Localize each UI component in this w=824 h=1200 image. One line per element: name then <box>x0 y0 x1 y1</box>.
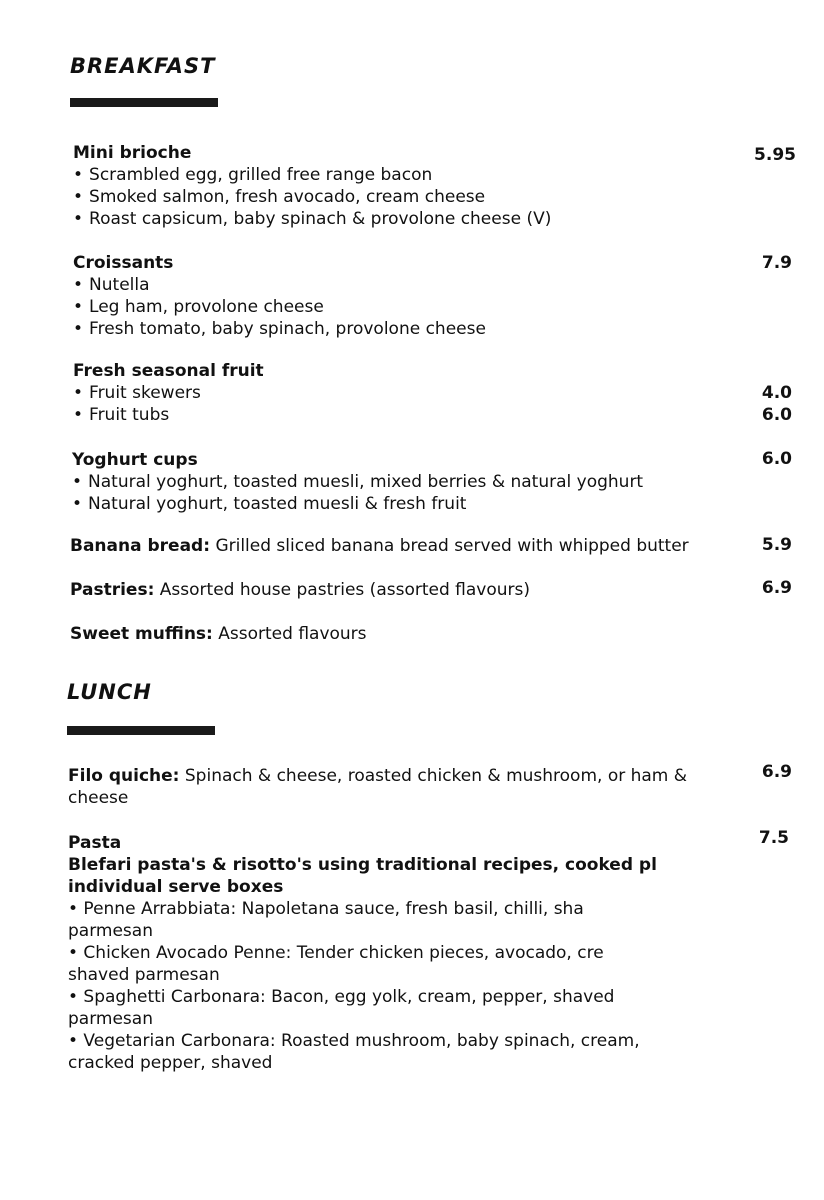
lunch-divider <box>67 726 215 735</box>
pasta-intro-cont: individual serve boxes <box>68 877 284 897</box>
option: • Smoked salmon, fresh avocado, cream cheese <box>73 186 693 208</box>
item-description: Assorted house pastries (assorted flavours) <box>159 580 530 600</box>
item-description: Grilled sliced banana bread served with whipped butter <box>215 536 689 556</box>
pasta-dish-cont: parmesan <box>68 1009 153 1029</box>
price: 6.0 <box>761 405 792 425</box>
item-description-cont: cheese <box>68 788 129 808</box>
price: 7.5 <box>758 828 789 848</box>
item-name: Yoghurt cups <box>72 450 198 470</box>
pasta-dish-cont: parmesan <box>68 921 153 941</box>
price: 7.9 <box>761 253 792 273</box>
price: 6.0 <box>761 449 792 469</box>
price: 4.0 <box>761 383 792 403</box>
menu-item-croissants <box>73 252 693 340</box>
option: • Fruit skewers <box>73 382 693 404</box>
option: • Nutella <box>73 274 693 296</box>
item-name: Filo quiche: <box>68 766 180 786</box>
option: • Scrambled egg, grilled free range bacon <box>73 164 693 186</box>
pasta-dish-cont: shaved parmesan <box>68 965 220 985</box>
item-name: Pastries: <box>70 580 155 600</box>
pasta-dish: • Spaghetti Carbonara: Bacon, egg yolk, cream, pepper, shaved <box>68 987 615 1007</box>
price: 6.9 <box>761 578 792 598</box>
menu-item-yoghurt <box>72 449 712 515</box>
item-name: Sweet muffins: <box>70 624 213 644</box>
item-name: Pasta <box>68 833 122 853</box>
price: 5.95 <box>754 145 796 165</box>
option: • Natural yoghurt, toasted muesli & fresh fruit <box>72 493 712 515</box>
menu-item-banana-bread <box>70 535 710 557</box>
option: • Fresh tomato, baby spinach, provolone cheese <box>73 318 693 340</box>
item-name: Banana bread: <box>70 536 211 556</box>
pasta-dish: • Vegetarian Carbonara: Roasted mushroom, baby spinach, cream, <box>68 1031 640 1051</box>
menu-item-muffins <box>70 623 710 645</box>
option: • Roast capsicum, baby spinach & provolone cheese (V) <box>73 208 693 230</box>
breakfast-divider <box>70 98 218 107</box>
price: 6.9 <box>761 762 792 782</box>
price: 5.9 <box>761 535 792 555</box>
option: • Natural yoghurt, toasted muesli, mixed berries & natural yoghurt <box>72 471 712 493</box>
menu-item-filo-quiche <box>68 765 708 809</box>
lunch-heading: LUNCH <box>67 680 152 704</box>
pasta-dish: • Penne Arrabbiata: Napoletana sauce, fresh basil, chilli, sha <box>68 899 584 919</box>
item-name: Fresh seasonal fruit <box>73 361 264 381</box>
pasta-intro: Blefari pasta's & risotto's using traditional recipes, cooked pl <box>68 855 657 875</box>
menu-item-pasta <box>68 832 718 1074</box>
item-description: Spinach & cheese, roasted chicken & mushroom, or ham & <box>184 766 688 786</box>
item-name: Mini brioche <box>73 143 192 163</box>
item-name: Croissants <box>73 253 174 273</box>
item-description: Assorted flavours <box>218 624 367 644</box>
option: • Fruit tubs <box>73 404 693 426</box>
menu-item-pastries <box>70 579 710 601</box>
menu-item-fruit <box>73 360 693 426</box>
pasta-dish-cont: cracked pepper, shaved <box>68 1053 273 1073</box>
pasta-dish: • Chicken Avocado Penne: Tender chicken pieces, avocado, cre <box>68 943 604 963</box>
menu-item-mini-brioche <box>73 142 693 230</box>
breakfast-heading: BREAKFAST <box>70 54 216 78</box>
option: • Leg ham, provolone cheese <box>73 296 693 318</box>
